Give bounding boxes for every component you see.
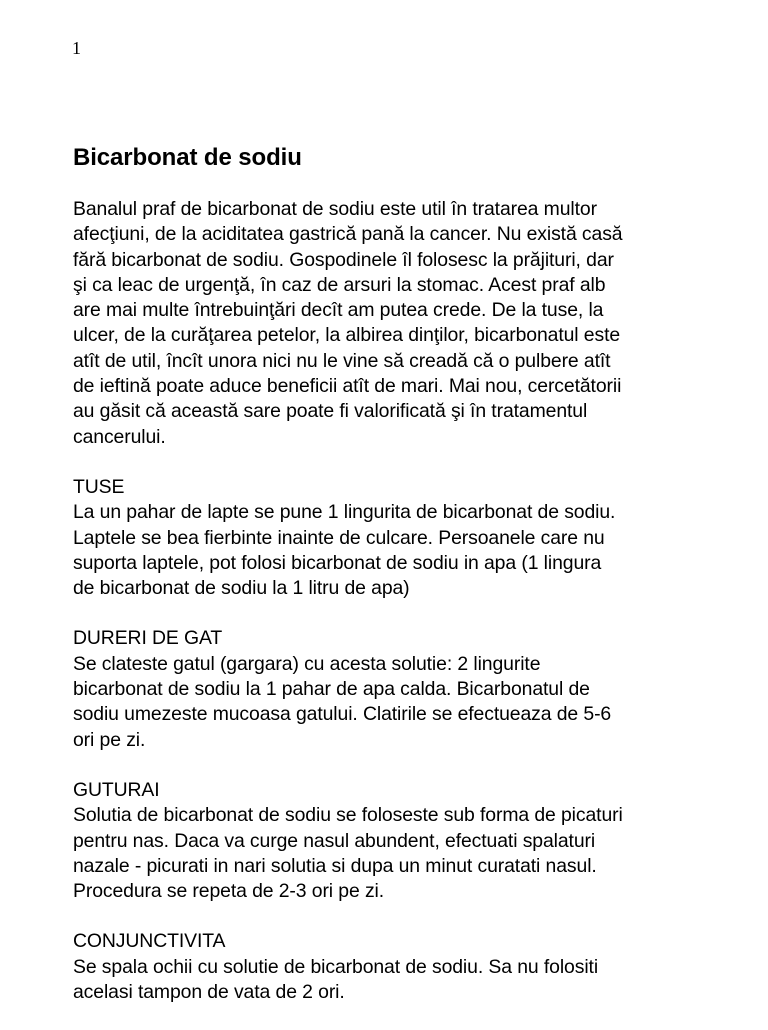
section-heading: GUTURAI bbox=[73, 778, 160, 801]
section-conjunctivita bbox=[73, 929, 723, 1005]
intro-line: Banalul praf de bicarbonat de sodiu este util în tratarea multor bbox=[73, 198, 597, 220]
intro-line: şi ca leac de urgenţă, în caz de arsuri la stomac. Acest praf alb bbox=[73, 273, 606, 296]
section-line: Procedura se repeta de 2-3 ori pe zi. bbox=[73, 880, 385, 903]
intro-line: ulcer, de la curăţarea petelor, la albirea dinţilor, bicarbonatul este bbox=[73, 324, 621, 347]
section-tuse bbox=[73, 475, 723, 601]
section-line: nazale - picurati in nari solutia si dupa un minut curatati nasul. bbox=[73, 854, 597, 877]
section-heading: CONJUNCTIVITA bbox=[73, 930, 226, 953]
intro-line: au găsit că această sare poate fi valorificată şi în tratamentul bbox=[73, 400, 588, 423]
section-dureri-de-gat bbox=[73, 626, 723, 752]
intro-line: atît de util, încît unora nici nu le vine să creadă că o pulbere atît bbox=[73, 349, 611, 372]
intro-line: cancerului. bbox=[73, 425, 166, 448]
intro-line: afecţiuni, de la aciditatea gastrică pană la cancer. Nu există casă bbox=[73, 223, 623, 246]
section-line: Laptele se bea fierbinte inainte de culcare. Persoanele care nu bbox=[73, 526, 605, 549]
section-heading: DURERI DE GAT bbox=[73, 627, 223, 650]
section-line: ori pe zi. bbox=[73, 728, 146, 751]
intro-line: are mai multe întrebuinţări decît am putea crede. De la tuse, la bbox=[73, 299, 604, 322]
section-line: de bicarbonat de sodiu la 1 litru de apa) bbox=[73, 577, 410, 600]
intro-line: fără bicarbonat de sodiu. Gospodinele îl folosesc la prăjituri, dar bbox=[73, 248, 614, 271]
section-heading: TUSE bbox=[73, 475, 125, 498]
intro-paragraph bbox=[73, 197, 723, 450]
section-line: Solutia de bicarbonat de sodiu se foloseste sub forma de picaturi bbox=[73, 804, 623, 827]
section-line: Se clateste gatul (gargara) cu acesta solutie: 2 lingurite bbox=[73, 652, 541, 675]
intro-line: de ieftină poate aduce beneficii atît de mari. Mai nou, cercetătorii bbox=[73, 375, 622, 398]
section-line: sodiu umezeste mucoasa gatului. Clatirile se efectueaza de 5-6 bbox=[73, 703, 612, 726]
section-line: bicarbonat de sodiu la 1 pahar de apa calda. Bicarbonatul de bbox=[73, 678, 590, 701]
section-line: La un pahar de lapte se pune 1 lingurita de bicarbonat de sodiu. bbox=[73, 501, 616, 524]
page-number: 1 bbox=[72, 38, 81, 58]
section-line: suporta laptele, pot folosi bicarbonat de sodiu in apa (1 lingura bbox=[73, 551, 602, 574]
section-line: Se spala ochii cu solutie de bicarbonat de sodiu. Sa nu folositi bbox=[73, 955, 599, 978]
section-line: acelasi tampon de vata de 2 ori. bbox=[73, 981, 345, 1004]
document-content bbox=[73, 143, 723, 1030]
section-guturai bbox=[73, 778, 723, 904]
section-line: pentru nas. Daca va curge nasul abundent, efectuati spalaturi bbox=[73, 829, 596, 852]
document-title: Bicarbonat de sodiu bbox=[73, 144, 302, 171]
